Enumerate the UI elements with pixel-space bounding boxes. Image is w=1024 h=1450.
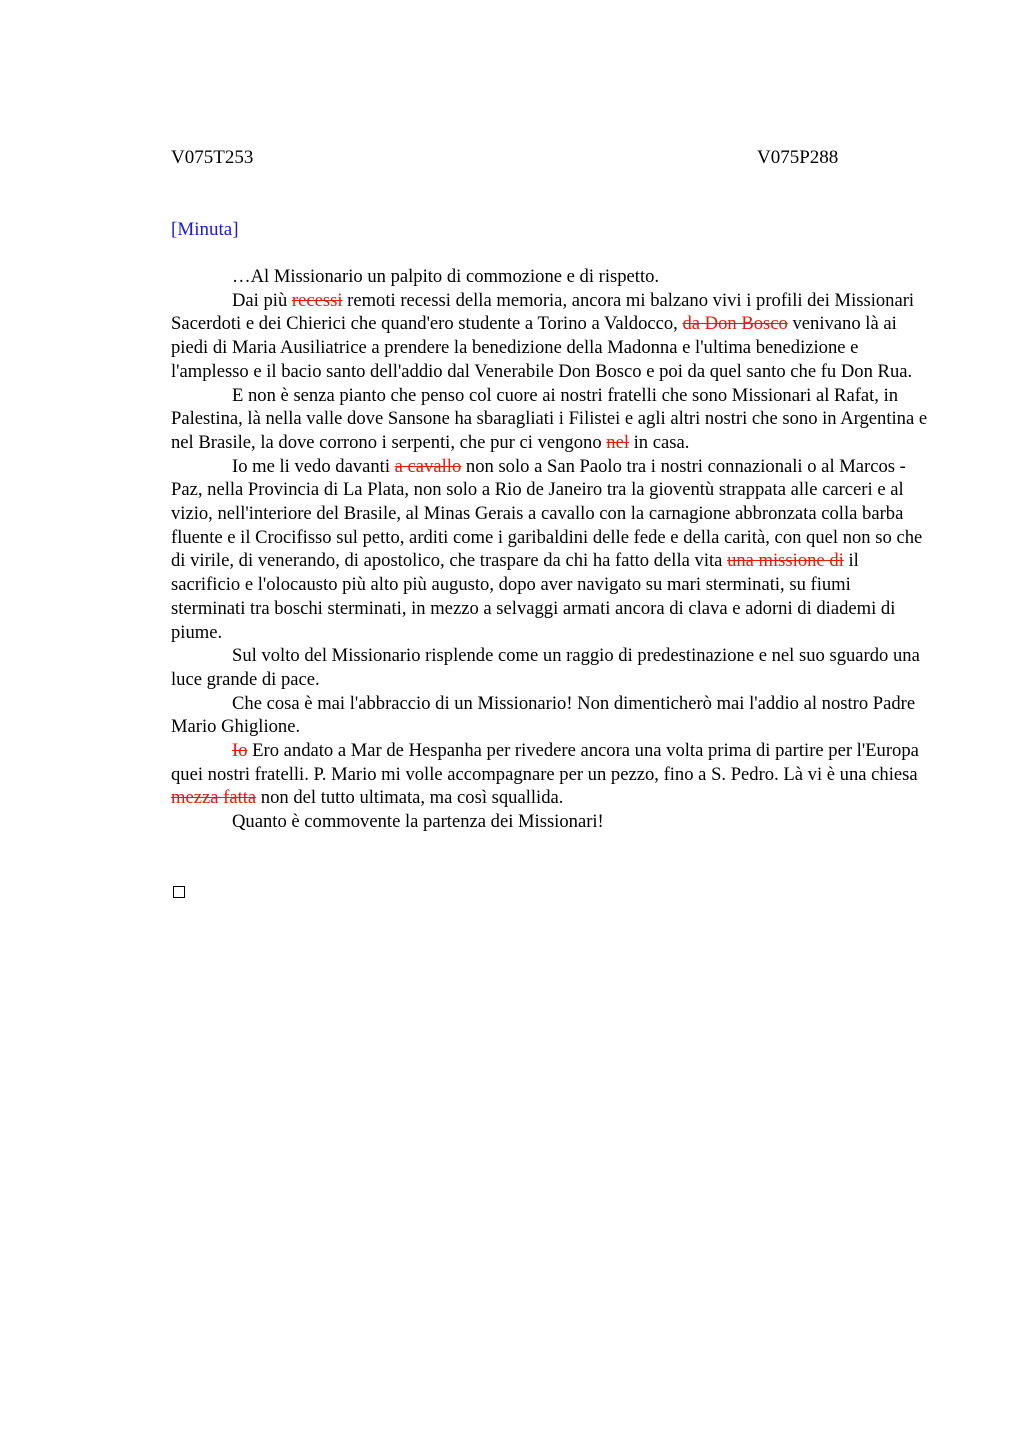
deleted-text: nel (606, 431, 629, 453)
paragraph-6 (171, 692, 929, 739)
paragraph-text: non solo a San Paolo tra i nostri connazionali o al Marcos - Paz, nella Provincia di La Plata, non solo a Rio de Janeiro tra la gioventù strappata alle carceri e al vizio, nell'interiore del Brasile, al Minas Gerais a cavallo con la carnagione abbronzata colla barba fluente e il Crocifisso sul petto, arditi come i garibaldini delle fede e della carità, con quel non so che di virile, di venerando, di apostolico, che traspare da chi ha fatto della vita (171, 455, 923, 572)
deleted-text: recessi (291, 289, 343, 311)
paragraph-text: il sacrificio e l'olocausto più alto più augusto, dopo aver navigato su mari sterminati, su fiumi sterminati tra boschi sterminati, in mezzo a selvaggi armati ancora di clava e adorni di diademi di piume. (171, 550, 896, 643)
document-id-right: V075P288 (757, 147, 839, 168)
paragraph-4 (171, 455, 929, 645)
paragraph-text: in casa. (628, 431, 690, 453)
paragraph-text: E non è senza pianto che penso col cuore ai nostri fratelli che sono Missionari al Rafat, in Palestina, là nella valle dove Sansone ha sbaragliati i Filistei e agli altri nostri che sono in Argentina e nel Brasile, la dove corrono i serpenti, che pur ci vengono (171, 384, 928, 453)
paragraph-8 (171, 810, 929, 834)
paragraph-5 (171, 644, 929, 691)
deleted-text: a cavallo (394, 455, 462, 477)
empty-square-icon (173, 886, 185, 898)
paragraph-text: Io me li vedo davanti (232, 455, 395, 477)
paragraph-3 (171, 384, 929, 455)
section-label-minuta: [Minuta] (171, 219, 239, 240)
paragraph-text: non del tutto ultimata, ma così squallida. (256, 787, 564, 809)
paragraph-text: Che cosa è mai l'abbraccio di un Missionario! Non dimenticherò mai l'addio al nostro Padre Mario Ghiglione. (171, 692, 916, 738)
document-id-left: V075T253 (171, 147, 254, 168)
paragraph-text: Dai più (232, 289, 292, 311)
paragraph-text: Sul volto del Missionario risplende come un raggio di predestinazione e nel suo sguardo una luce grande di pace. (171, 645, 920, 690)
paragraph-1 (171, 265, 929, 289)
deleted-text: mezza fatta (171, 787, 257, 809)
paragraph-text: Ero andato a Mar de Hespanha per rivedere ancora una volta prima di partire per l'Europa quei nostri fratelli. P. Mario mi volle accompagnare per un pezzo, fino a S. Pedro. Là vi è una chiesa (171, 740, 919, 785)
paragraph-text: remoti recessi della memoria, ancora mi balzano vivi i profili dei Missionari Sacerdoti e dei Chierici che quand'ero studente a Torino a Valdocco, (171, 289, 915, 335)
deleted-text: Io (232, 740, 248, 762)
paragraph-2 (171, 289, 929, 384)
document-body (171, 265, 929, 834)
paragraph-text: Quanto è commovente la partenza dei Missionari! (232, 811, 604, 833)
deleted-text: una missione di (727, 550, 844, 572)
paragraph-text: …Al Missionario un palpito di commozione e di rispetto. (232, 266, 660, 287)
paragraph-7 (171, 739, 929, 810)
paragraph-text: venivano là ai piedi di Maria Ausiliatrice a prendere la benedizione della Madonna e l'ultima benedizione e l'amplesso e il bacio santo dell'addio dal Venerabile Don Bosco e poi da quel santo che fu Don Rua. (171, 313, 913, 382)
deleted-text: da Don Bosco (682, 313, 788, 335)
